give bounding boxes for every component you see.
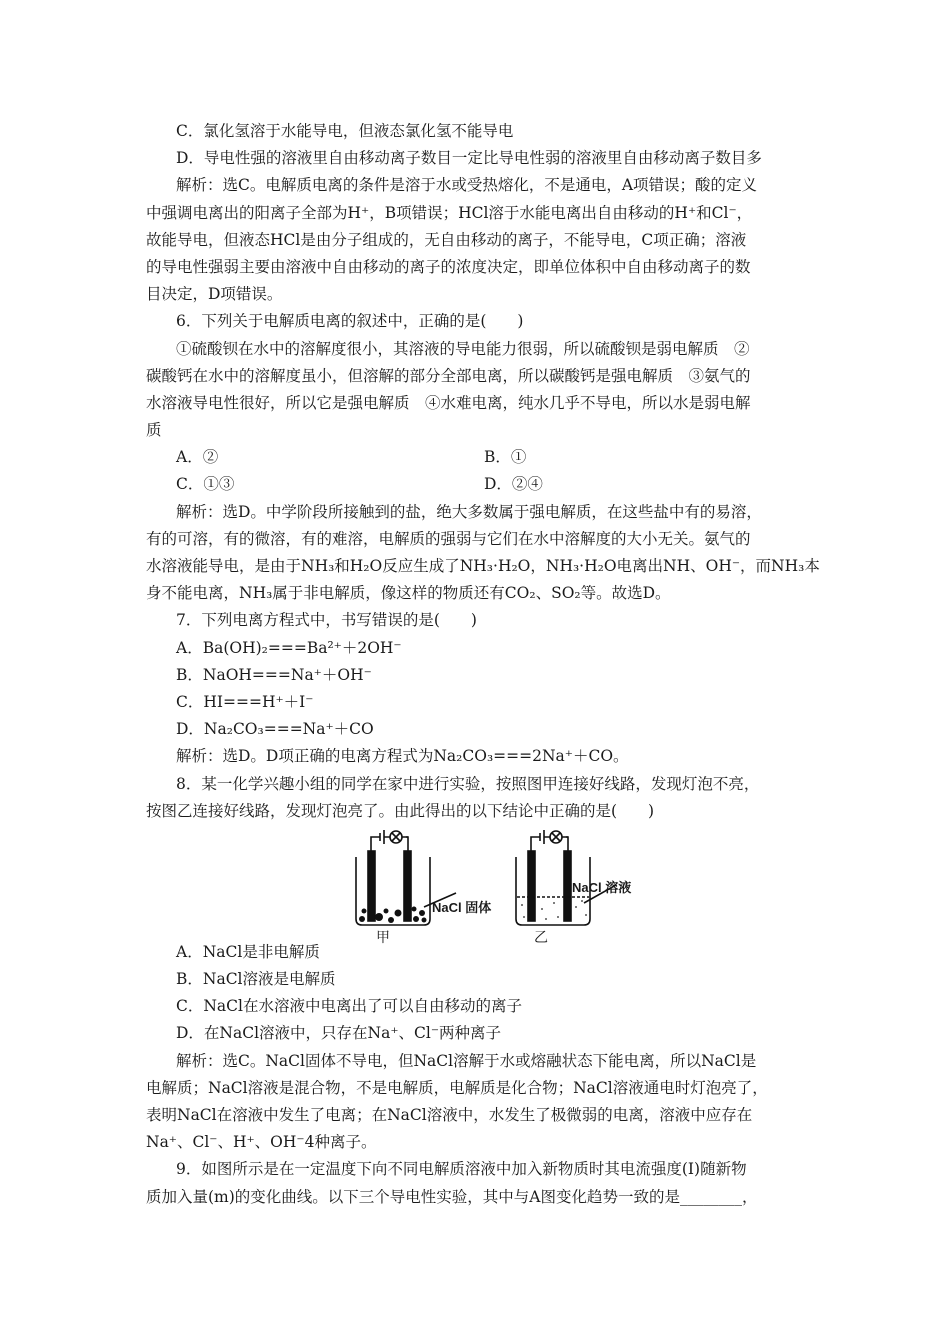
q8-circuit-figure xyxy=(146,827,810,946)
q8-analysis-line: 表明NaCl在溶液中发生了电离；在NaCl溶液中，水发生了极微弱的电离，溶液中应存在 xyxy=(146,1106,753,1124)
beaker-left xyxy=(356,857,430,925)
q6-body-line: 质 xyxy=(146,421,162,440)
q6-analysis-line: 水溶液能导电，是由于NH₃和H₂O反应生成了NH₃·H₂O，NH₃·H₂O电离出NH、OH⁻，而NH₃本 xyxy=(146,557,820,575)
q8-stem-line: 8．某一化学兴趣小组的同学在家中进行实验，按照图甲连接好线路，发现灯泡不亮， xyxy=(176,774,760,793)
electrode-right-a xyxy=(528,851,535,921)
electrode-left-a xyxy=(368,851,375,921)
q5-option-c: C．氯化氢溶于水能导电，但液态氯化氢不能导电 xyxy=(176,122,514,140)
q5-analysis-line: 的导电性强弱主要由溶液中自由移动的离子的浓度决定，即单位体积中自由移动离子的数 xyxy=(146,257,751,276)
electrode-right-b xyxy=(564,851,571,921)
bulb-right-cross xyxy=(552,833,560,841)
battery-left xyxy=(380,830,384,844)
document-page xyxy=(146,118,820,1211)
q8-option-b: B．NaCl溶液是电解质 xyxy=(176,970,336,989)
q6-option-a: A．② xyxy=(176,448,219,467)
q6-option-d: D．②④ xyxy=(484,475,543,494)
q6-analysis-line: 身不能电离，NH₃属于非电解质，像这样的物质还有CO₂、SO₂等。故选D。 xyxy=(146,584,671,603)
q5-option-d: D．导电性强的溶液里自由移动离子数目一定比导电性弱的溶液里自由移动离子数目多 xyxy=(176,149,762,168)
bulb-left-cross xyxy=(392,833,400,841)
q6-option-c: C．①③ xyxy=(176,475,235,494)
battery-right xyxy=(540,830,544,844)
q6-analysis-line: 解析：选D。中学阶段所接触到的盐，绝大多数属于强电解质，在这些盐中有的易溶， xyxy=(176,502,762,521)
q7-analysis: 解析：选D。D项正确的电离方程式为Na₂CO₃===2Na⁺＋CO。 xyxy=(176,747,629,766)
q7-option-a: A．Ba(OH)₂===Ba²⁺＋2OH⁻ xyxy=(176,638,402,657)
q8-option-d: D．在NaCl溶液中，只存在Na⁺、Cl⁻两种离子 xyxy=(176,1024,502,1043)
q6-body-line: ①硫酸钡在水中的溶解度很小，其溶液的导电能力很弱，所以硫酸钡是弱电解质 ② xyxy=(176,339,750,358)
q8-analysis-line: Na⁺、Cl⁻、H⁺、OH⁻4种离子。 xyxy=(146,1133,377,1152)
q9-stem-line: 9．如图所示是在一定温度下向不同电解质溶液中加入新物质时其电流强度(I)随新物 xyxy=(176,1160,747,1179)
q5-analysis-line: 中强调电离出的阳离子全部为H⁺，B项错误；HCl溶于水能电离出自由移动的H⁺和Cl⁻， xyxy=(146,203,753,222)
q6-options-row xyxy=(146,444,810,471)
q6-body-line: 水溶液导电性很好，所以它是强电解质 ④水难电离，纯水几乎不导电，所以水是弱电解 xyxy=(146,393,751,412)
q5-analysis-line: 目决定，D项错误。 xyxy=(146,285,283,304)
label-nacl-solid: NaCl 固体 xyxy=(432,899,492,915)
q8-analysis-line: 解析：选C。NaCl固体不导电，但NaCl溶解于水或熔融状态下能电离，所以NaCl是 xyxy=(176,1051,757,1070)
q5-analysis-line: 故能导电，但液态HCl是由分子组成的，无自由移动的离子，不能导电，C项正确；溶液 xyxy=(146,230,747,249)
q6-body-line: 碳酸钙在水中的溶解度虽小，但溶解的部分全部电离，所以碳酸钙是强电解质 ③氨气的 xyxy=(146,366,751,385)
q8-option-a: A．NaCl是非电解质 xyxy=(176,942,320,961)
q7-option-b: B．NaOH===Na⁺＋OH⁻ xyxy=(176,665,372,684)
q6-analysis-line: 有的可溶，有的微溶，有的难溶，电解质的强弱与它们在水中溶解度的大小无关。氨气的 xyxy=(146,529,751,548)
q6-stem: 6．下列关于电解质电离的叙述中，正确的是( ) xyxy=(176,312,524,331)
electrode-left-b xyxy=(404,851,411,921)
q8-option-c: C．NaCl在水溶液中电离出了可以自由移动的离子 xyxy=(176,997,522,1016)
q9-stem-line: 质加入量(m)的变化曲线。以下三个导电性实验，其中与A图变化趋势一致的是________， xyxy=(146,1187,758,1206)
q7-stem: 7．下列电离方程式中，书写错误的是( ) xyxy=(176,611,477,630)
q6-options-row xyxy=(146,471,810,498)
label-nacl-solution: NaCl 溶液 xyxy=(572,879,632,895)
q7-option-d: D．Na₂CO₃===Na⁺＋CO xyxy=(176,720,374,739)
q7-option-c: C．HI===H⁺＋I⁻ xyxy=(176,692,314,711)
q8-stem-line: 按图乙连接好线路，发现灯泡亮了。由此得出的以下结论中正确的是( ) xyxy=(146,801,655,820)
caption-jia: 甲 xyxy=(376,929,390,946)
q8-analysis-line: 电解质；NaCl溶液是混合物，不是电解质，电解质是化合物；NaCl溶液通电时灯泡亮了， xyxy=(146,1078,768,1097)
q6-option-b: B．① xyxy=(484,448,527,467)
caption-yi: 乙 xyxy=(534,929,548,946)
q5-analysis-line: 解析：选C。电解质电离的条件是溶于水或受热熔化，不是通电，A项错误；酸的定义 xyxy=(176,176,758,195)
